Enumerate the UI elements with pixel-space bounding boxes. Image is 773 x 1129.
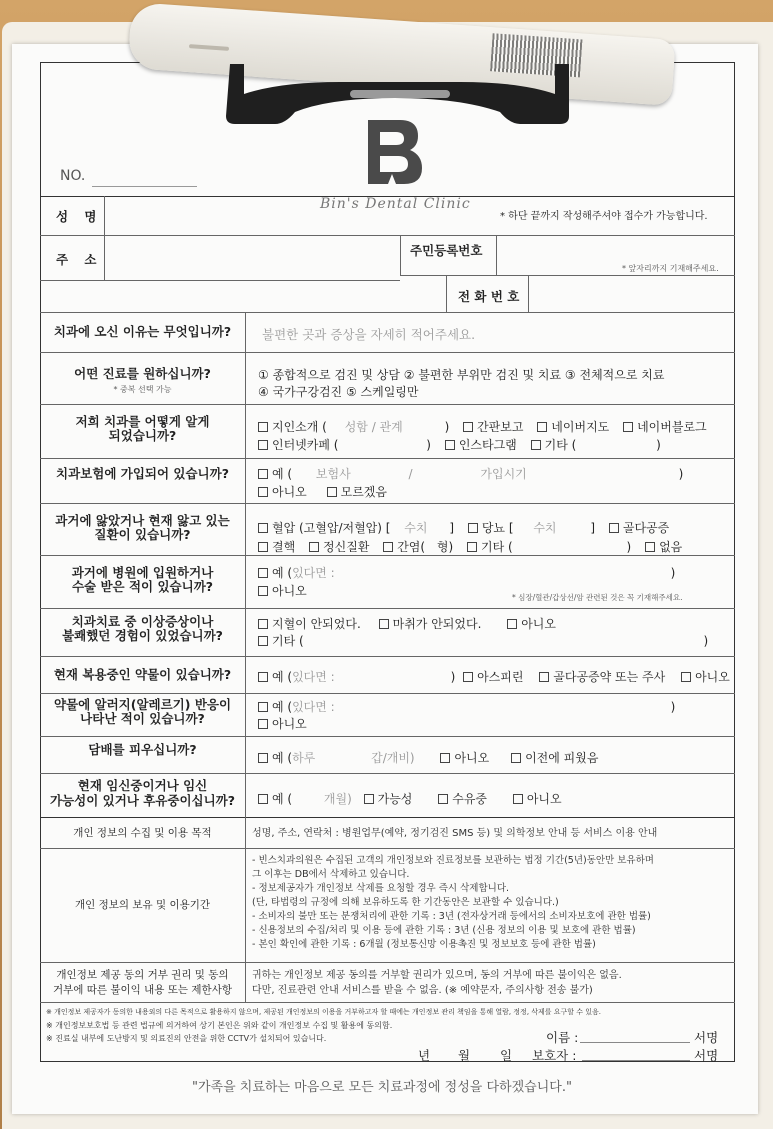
question-allergy-line1: 약물에 알러지(알레르기) 반응이 (53, 697, 232, 712)
question-smoking: 담배를 피우십니까? (88, 742, 197, 757)
col-divider (446, 275, 447, 312)
col-divider (528, 275, 529, 312)
treatment-options-line2[interactable]: ④ 국가구강검진 ⑤ 스케일링만 (258, 385, 419, 399)
retention-line: - 소비자의 불만 또는 분쟁처리에 관한 기록 : 3년 (전자상거래 등에서의 소비자보호에 관한 법률) (252, 911, 651, 922)
adverse-no-checkbox[interactable] (507, 619, 517, 629)
col-divider (104, 196, 105, 280)
address-field[interactable] (106, 237, 398, 279)
name-signature-line[interactable] (580, 1042, 690, 1043)
referral-etc-checkbox[interactable] (531, 440, 541, 450)
header-note: * 하단 끝까지 작성해주셔야 접수가 가능합니다. (500, 211, 708, 222)
refusal-label-line1: 개인정보 제공 동의 거부 권리 및 동의 (56, 969, 229, 981)
address-label: 주 소 (56, 252, 103, 267)
row-divider (40, 352, 735, 353)
clipboard-clip (220, 58, 575, 134)
question-surgery-line2: 수술 받은 적이 있습니까? (71, 579, 214, 594)
surgery-note: * 심장/혈관/갑상선/암 관련된 것은 꼭 기재해주세요. (512, 593, 683, 602)
question-pregnancy-line1: 현재 임신중이거나 임신 (77, 778, 208, 793)
question-insurance: 치과보험에 가입되어 있습니까? (56, 466, 229, 481)
insurance-unknown-checkbox[interactable] (327, 487, 337, 497)
anesthesia-checkbox[interactable] (379, 619, 389, 629)
guardian-signature-line[interactable] (582, 1060, 690, 1061)
surgery-no-checkbox[interactable] (258, 586, 268, 596)
allergy-yes-checkbox[interactable] (258, 702, 268, 712)
row-divider (40, 458, 735, 459)
row-divider (40, 736, 735, 737)
retention-line: - 빈스치과의원은 수집된 고객의 개인정보와 진료정보를 보관하는 법정 기간(5년)동안만 보유하며 (252, 855, 654, 866)
surgery-options-row1: 예 (있다면 : ) (258, 564, 675, 581)
insurance-options-row1: 예 ( 보험사 / 가입시기 ) (258, 465, 683, 482)
question-illness-line1: 과거에 앓았거나 현재 앓고 있는 (55, 513, 230, 528)
row-divider (40, 693, 735, 694)
pregnancy-options: 예 ( 개월) 가능성 수유중 아니오 (258, 790, 562, 807)
question-treatment-type: 어떤 진료를 원하십니까? (74, 366, 211, 381)
illness-options-row1: 혈압 (고혈압/저혈압) [ 수치 ] 당뇨 [ 수치 ] 골다공증 (258, 519, 669, 536)
question-adverse-line2: 불쾌했던 경험이 있었습니까? (62, 628, 223, 643)
row-divider (40, 656, 735, 657)
smoking-quit-checkbox[interactable] (511, 753, 521, 763)
smoking-no-checkbox[interactable] (440, 753, 450, 763)
consent-notes (46, 1006, 601, 1045)
retention-label: 개인 정보의 보유 및 이용기간 (74, 899, 211, 911)
form-number-label: NO. (60, 168, 86, 184)
refusal-text-line1: 귀하는 개인정보 제공 동의를 거부할 권리가 있으며, 동의 거부에 따른 불이익은 없음. (252, 970, 622, 981)
question-referral-line2: 되었습니까? (108, 428, 177, 443)
mental-illness-checkbox[interactable] (309, 542, 319, 552)
row-divider (40, 312, 735, 313)
bleeding-checkbox[interactable] (258, 619, 268, 629)
insurance-options-row2: 아니오 모르겠음 (258, 483, 387, 500)
insurance-yes-checkbox[interactable] (258, 469, 268, 479)
medication-yes-checkbox[interactable] (258, 672, 268, 682)
col-divider (400, 235, 401, 275)
question-adverse-line1: 치과치료 중 이상증상이나 (71, 614, 214, 629)
col-divider (245, 312, 246, 817)
consent-note: ※ 개인정보 제공자가 동의한 내용외의 다른 목적으로 활용하지 않으며, 제공된 개인정보의 이용을 거부하고자 할 때에는 개인정보 관리 책임을 통해 열람, 정정, 삭제를 요구할 수 있음. (46, 1008, 602, 1016)
question-allergy-line2: 나타난 적이 있습니까? (80, 711, 205, 726)
medication-no-checkbox[interactable] (681, 672, 691, 682)
question-treatment-note: * 중복 선택 가능 (113, 385, 172, 394)
row-divider (40, 404, 735, 405)
row-divider (40, 773, 735, 774)
hepatitis-checkbox[interactable] (383, 542, 393, 552)
row-divider (40, 235, 735, 236)
col-divider (496, 235, 497, 275)
smoking-options: 예 (하루 갑/개비) 아니오 이전에 피웠음 (258, 749, 598, 766)
osteoporosis-drug-checkbox[interactable] (539, 672, 549, 682)
retention-line: - 본인 확인에 관한 기록 : 6개월 (정보통신망 이용촉진 및 정보보호 등에 관한 법률) (252, 939, 596, 950)
surgery-options-row2: 아니오 (258, 582, 307, 599)
row-divider (400, 275, 735, 276)
purpose-label: 개인 정보의 수집 및 이용 목적 (73, 827, 212, 839)
retention-line: (단, 타법령의 규정에 의해 보유하도록 한 기간동안은 보관할 수 있습니다.) (252, 897, 559, 908)
refusal-label-line2: 거부에 따른 불이익 내용 또는 제한사항 (53, 984, 232, 996)
smoking-yes-checkbox[interactable] (258, 753, 268, 763)
osteoporosis-checkbox[interactable] (609, 523, 619, 533)
instagram-checkbox[interactable] (445, 440, 455, 450)
row-divider (40, 962, 735, 963)
name-signature-label: 이름 : (546, 1030, 579, 1045)
allergy-options-row1: 예 (있다면 : ) (258, 698, 675, 715)
visit-reason-input[interactable]: 불편한 곳과 증상을 자세히 적어주세요. (262, 327, 476, 342)
diabetes-checkbox[interactable] (468, 523, 478, 533)
referral-options-row1: 지인소개 ( 성함 / 관계 ) 간판보고 네이버지도 네이버블로그 (258, 418, 707, 435)
name-label: 성 명 (56, 209, 103, 224)
illness-none-checkbox[interactable] (645, 542, 655, 552)
date-year-label: 년 (418, 1048, 431, 1063)
consent-note: ※ 진료실 내부에 도난방지 및 의료진의 안전을 위한 CCTV가 설치되어 있습니다. (46, 1034, 327, 1043)
question-visit-reason: 치과에 오신 이유는 무엇입니까? (53, 324, 232, 339)
question-referral-line1: 저희 치과를 어떻게 알게 (75, 414, 210, 429)
allergy-no-checkbox[interactable] (258, 719, 268, 729)
phone-field[interactable] (530, 277, 734, 311)
purpose-text: 성명, 주소, 연락처 : 병원업무(예약, 정기검진 SMS 등) 및 의학정보 안내 등 서비스 이용 안내 (252, 828, 658, 839)
illness-options-row2: 결핵 정신질환 간염( 형) 기타 ( ) 없음 (258, 538, 682, 555)
naver-map-checkbox[interactable] (537, 422, 547, 432)
form-number-line (92, 186, 197, 187)
allergy-options-row2: 아니오 (258, 715, 307, 732)
cafe-checkbox[interactable] (258, 440, 268, 450)
row-divider (40, 608, 735, 609)
date-day-label: 일 (500, 1048, 513, 1063)
signboard-checkbox[interactable] (463, 422, 473, 432)
row-divider (40, 196, 735, 197)
row-divider (40, 1002, 735, 1003)
clinic-name: Bin's Dental Clinic (320, 196, 471, 212)
treatment-options-line1[interactable]: ① 종합적으로 검진 및 상담 ② 불편한 부위만 검진 및 치료 ③ 전체적으로 치료 (258, 368, 665, 382)
question-pregnancy-line2: 가능성이 있거나 후유중이십니까? (49, 793, 235, 808)
retention-text (252, 854, 654, 952)
consent-note: ※ 개인정보보호법 등 관련 법규에 의거하여 상기 본인은 위와 같이 개인정보 수집 및 활용에 동의함. (46, 1021, 393, 1030)
adverse-options-row1: 지혈이 안되었다. 마취가 안되었다. 아니오 (258, 615, 556, 632)
question-surgery-line1: 과거에 병원에 입원하거나 (71, 565, 214, 580)
name-sign-label: 서명 (694, 1030, 719, 1045)
resident-number-note: * 앞자리까지 기재해주세요. (622, 264, 719, 273)
name-field[interactable] (106, 198, 486, 234)
guardian-signature-label: 보호자 : (532, 1048, 577, 1063)
phone-label: 전 화 번 호 (458, 289, 520, 304)
medication-options: 예 (있다면 : ) 아스피린 골다공증약 또는 주사 아니오 (258, 668, 730, 685)
illness-etc-checkbox[interactable] (467, 542, 477, 552)
row-divider (40, 503, 735, 504)
row-divider (40, 848, 735, 849)
tuberculosis-checkbox[interactable] (258, 542, 268, 552)
pregnancy-no-checkbox[interactable] (513, 794, 523, 804)
refusal-text-line2: 다만, 진료관련 안내 서비스를 받을 수 없음. (※ 예약문자, 주의사항 전송 불가) (252, 985, 593, 996)
row-divider (40, 555, 735, 556)
retention-line: - 정보제공자가 개인정보 삭제를 요청할 경우 즉시 삭제합니다. (252, 883, 510, 894)
nursing-checkbox[interactable] (438, 794, 448, 804)
date-month-label: 월 (458, 1048, 471, 1063)
row-divider (40, 817, 735, 818)
insurance-no-checkbox[interactable] (258, 487, 268, 497)
adverse-options-row2: 기타 ( ) (258, 632, 708, 649)
aspirin-checkbox[interactable] (463, 672, 473, 682)
naver-blog-checkbox[interactable] (623, 422, 633, 432)
adverse-etc-checkbox[interactable] (258, 636, 268, 646)
footer-motto: "가족을 치료하는 마음으로 모든 치료과정에 정성을 다하겠습니다." (192, 1080, 572, 1095)
pregnancy-possible-checkbox[interactable] (364, 794, 374, 804)
resident-number-label: 주민등록번호 (410, 243, 483, 258)
row-divider (40, 280, 400, 281)
blood-pressure-checkbox[interactable] (258, 523, 268, 533)
surgery-yes-checkbox[interactable] (258, 568, 268, 578)
col-divider (245, 817, 246, 1002)
pregnancy-yes-checkbox[interactable] (258, 794, 268, 804)
retention-line: 그 이후는 DB에서 삭제하고 있습니다. (252, 869, 410, 880)
question-medication: 현재 복용중인 약물이 있습니까? (53, 667, 232, 682)
retention-line: - 신용정보의 수집/처리 및 이용 등에 관한 기록 : 3년 (신용 정보의 이용 및 보호에 관한 법률) (252, 925, 636, 936)
friend-checkbox[interactable] (258, 422, 268, 432)
question-illness-line2: 질환이 있습니까? (94, 527, 191, 542)
guardian-sign-label: 서명 (694, 1048, 719, 1063)
referral-options-row2: 인터넷카페 ( ) 인스타그램 기타 ( ) (258, 436, 661, 453)
